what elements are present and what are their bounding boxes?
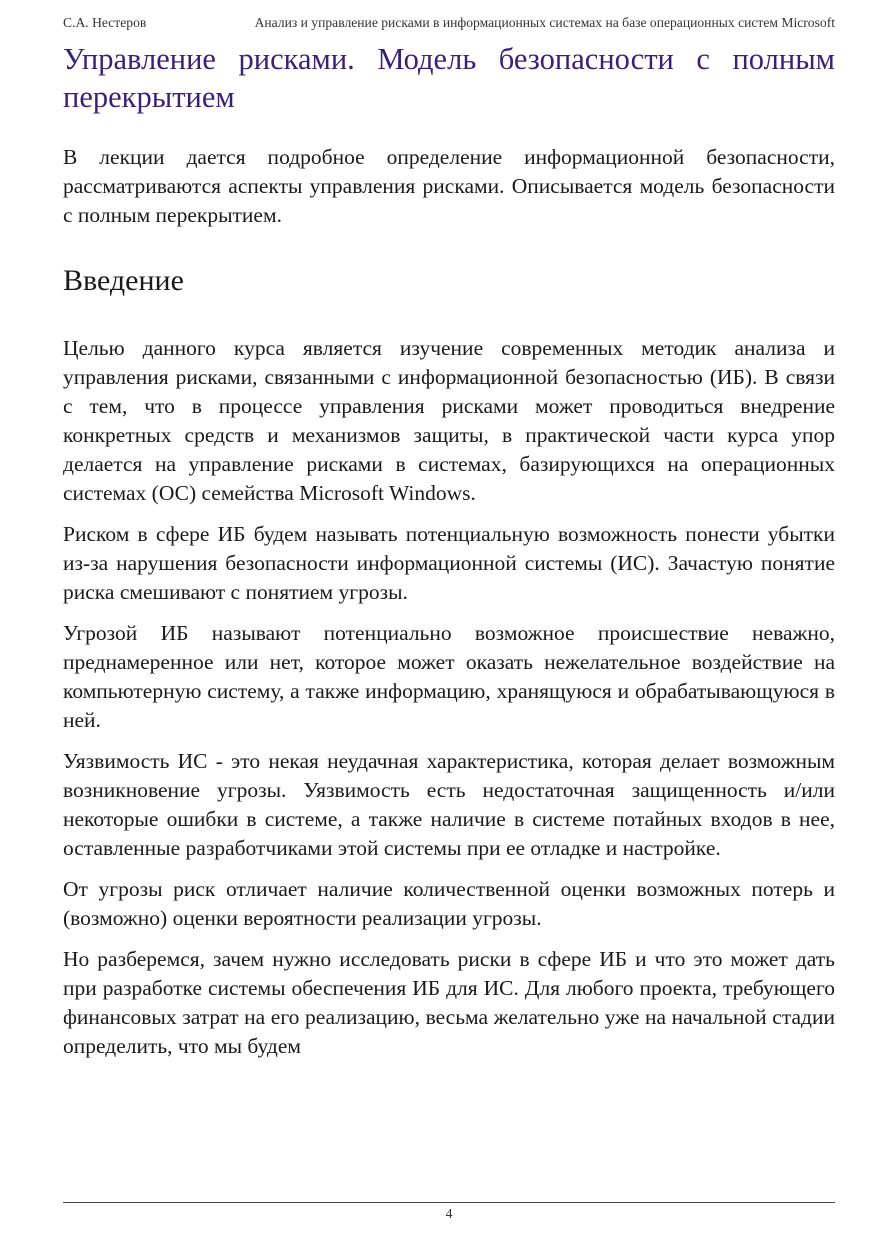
paragraph: Риском в сфере ИБ будем называть потенциальную возможность понести убытки из-за нарушения безопасности информационной системы (ИС). Зачастую понятие риска смешивают с понятием угрозы. xyxy=(63,522,835,604)
document-page xyxy=(63,0,835,1241)
lecture-abstract: В лекции дается подробное определение информационной безопасности, рассматриваются аспекты управления рисками. Описывается модель безопасности с полным перекрытием. xyxy=(63,145,835,227)
header-course-title: Анализ и управление рисками в информационных системах на базе операционных систем Microsoft xyxy=(254,15,835,30)
section-body xyxy=(63,334,835,1073)
footer-divider xyxy=(63,1202,835,1203)
section-heading-introduction: Введение xyxy=(63,264,184,297)
paragraph: Уязвимость ИС - это некая неудачная характеристика, которая делает возможным возникновение угрозы. Уязвимость есть недостаточная защищенность и/или некоторые ошибки в системе, а также наличие в системе потайных входов в нее, оставленные разработчиками этой системы при ее отладке и настройке. xyxy=(63,749,835,860)
page-title: Управление рисками. Модель безопасности с полным перекрытием xyxy=(63,42,835,114)
paragraph: Но разберемся, зачем нужно исследовать риски в сфере ИБ и что это может дать при разработке системы обеспечения ИБ для ИС. Для любого проекта, требующего финансовых затрат на его реализацию, весьма желательно уже на начальной стадии определить, что мы будем xyxy=(63,947,835,1058)
header-author: С.А. Нестеров xyxy=(63,15,147,30)
running-header xyxy=(63,15,835,31)
paragraph: Угрозой ИБ называют потенциально возможное происшествие неважно, преднамеренное или нет, которое может оказать нежелательное воздействие на компьютерную систему, а также информацию, хранящуюся и обрабатывающуюся в ней. xyxy=(63,621,835,732)
paragraph: Целью данного курса является изучение современных методик анализа и управления рисками, связанными с информационной безопасностью (ИБ). В связи с тем, что в процессе управления рисками может проводиться внедрение конкретных средств и механизмов защиты, в практической части курса упор делается на управление рисками в системах, базирующихся на операционных системах (ОС) семейства Microsoft Windows. xyxy=(63,336,835,505)
page-number: 4 xyxy=(445,1206,453,1221)
paragraph: От угрозы риск отличает наличие количественной оценки возможных потерь и (возможно) оценки вероятности реализации угрозы. xyxy=(63,877,835,930)
